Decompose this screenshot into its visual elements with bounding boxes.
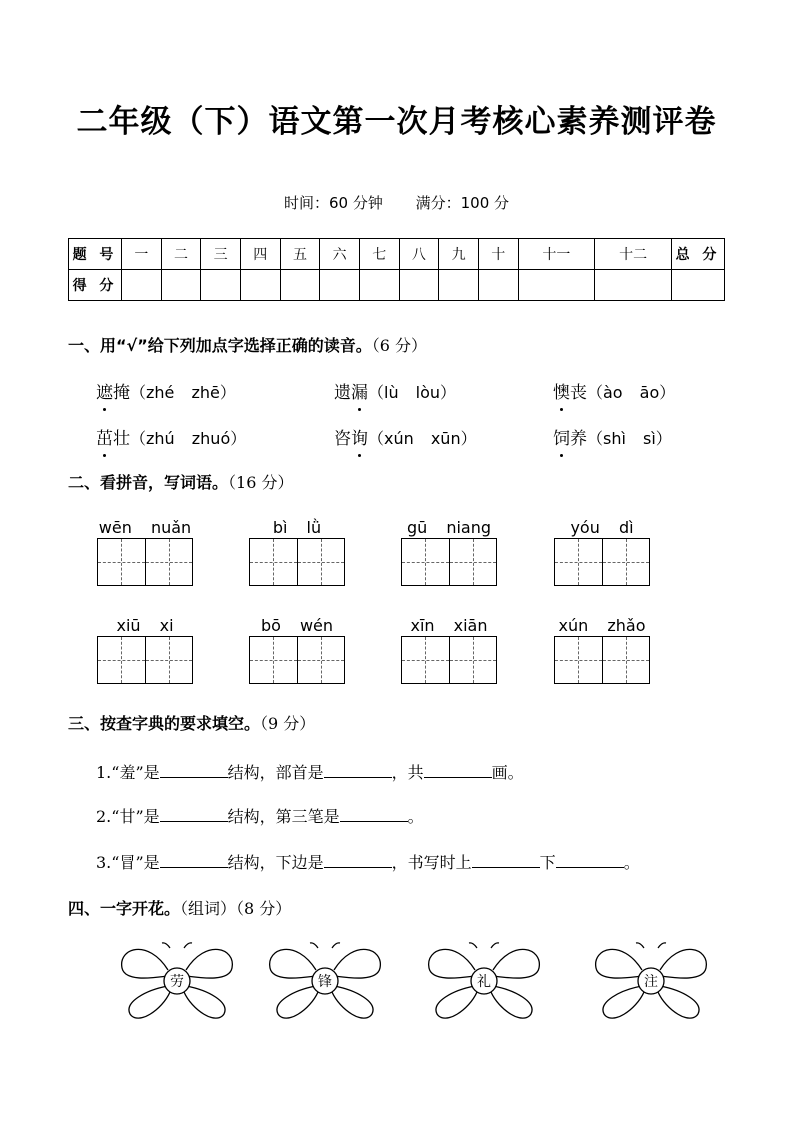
writing-grid[interactable] [97, 636, 193, 684]
section-2-title: 二、看拼音，写词语。 [68, 473, 229, 492]
fill-text: ，共 [391, 763, 424, 782]
section-3-title: 三、按查字典的要求填空。 [68, 714, 261, 733]
pinyin-options[interactable]: （shì sì） [587, 429, 672, 448]
score-header-cell: 四 [240, 239, 280, 270]
fill-line-1 [96, 760, 524, 783]
butterfly-char: 注 [644, 974, 658, 990]
fill-text: 2.“甘”是 [96, 807, 160, 826]
pronunciation-item [96, 424, 246, 449]
section-4-points: （组词）（8 分） [180, 899, 292, 918]
item-char: 丧 [570, 383, 587, 403]
dotted-char: 饲 [553, 424, 570, 449]
section-3-heading [68, 711, 315, 734]
section-4-title: 四、一字开花。 [68, 899, 181, 918]
answer-blank[interactable] [424, 763, 492, 778]
dotted-char: 询 [351, 424, 368, 449]
answer-blank[interactable] [324, 763, 392, 778]
score-header-cell: 三 [201, 239, 241, 270]
score-header-cell: 一 [122, 239, 162, 270]
pinyin-label: gū niang [406, 518, 492, 537]
section-1-title: 一、用“√”给下列加点字选择正确的读音。 [68, 336, 372, 355]
writing-grid[interactable] [249, 538, 345, 586]
pronunciation-item [334, 424, 477, 449]
score-cell[interactable] [240, 270, 280, 301]
section-3-points: （9 分） [260, 714, 316, 733]
score-header-cell: 十一 [518, 239, 595, 270]
score-cell[interactable] [122, 270, 162, 301]
time-limit: 时间：60 分钟 [283, 194, 383, 212]
section-1-heading [68, 333, 427, 356]
pinyin-label: xiū xi [116, 616, 174, 635]
score-table [68, 238, 725, 301]
fill-text: 3.“冒”是 [96, 853, 160, 872]
pronunciation-item [553, 424, 672, 449]
pinyin-writing-block [554, 616, 650, 684]
answer-blank[interactable] [340, 807, 408, 822]
writing-grid[interactable] [97, 538, 193, 586]
answer-blank[interactable] [160, 807, 228, 822]
score-cell[interactable] [201, 270, 241, 301]
butterfly-char: 礼 [477, 974, 491, 990]
fill-text: 结构，第三笔是 [227, 807, 340, 826]
fill-text: 。 [407, 807, 424, 826]
pinyin-options[interactable]: （zhú zhuó） [130, 429, 247, 448]
score-table-header-row [69, 239, 725, 270]
fill-text: 结构，部首是 [227, 763, 324, 782]
fill-text: 结构，下边是 [227, 853, 324, 872]
pinyin-options[interactable]: （lù lòu） [368, 383, 457, 402]
score-cell[interactable] [478, 270, 518, 301]
section-1-points: （6 分） [371, 336, 427, 355]
fill-text: 画。 [491, 763, 524, 782]
score-header-cell: 十二 [595, 239, 672, 270]
item-char: 咨 [334, 429, 351, 449]
pinyin-label: xún zhǎo [558, 616, 646, 635]
butterfly-flower [266, 940, 384, 1022]
butterfly-flower [118, 940, 236, 1022]
pronunciation-item [553, 378, 675, 403]
score-header-cell: 题 号 [69, 239, 122, 270]
pinyin-writing-block [97, 616, 193, 684]
pinyin-writing-block [401, 518, 497, 586]
answer-blank[interactable] [472, 853, 540, 868]
dotted-char: 茁 [96, 424, 113, 449]
score-header-cell: 五 [280, 239, 320, 270]
pinyin-writing-block [554, 518, 650, 586]
score-header-cell: 九 [439, 239, 479, 270]
score-cell[interactable] [672, 270, 725, 301]
writing-grid[interactable] [249, 636, 345, 684]
exam-meta [0, 192, 793, 213]
full-score: 满分：100 分 [415, 194, 510, 212]
fill-line-3 [96, 850, 640, 873]
dotted-char: 遮 [96, 378, 113, 403]
pinyin-label: yóu dì [570, 518, 634, 537]
score-table-score-row [69, 270, 725, 301]
item-char: 壮 [113, 429, 130, 449]
butterfly-flower [592, 940, 710, 1022]
pinyin-label: wēn nuǎn [98, 518, 192, 537]
dotted-char: 漏 [351, 378, 368, 403]
answer-blank[interactable] [160, 853, 228, 868]
score-cell[interactable] [439, 270, 479, 301]
score-header-cell: 七 [359, 239, 399, 270]
pinyin-writing-block [97, 518, 193, 586]
pronunciation-item [334, 378, 456, 403]
pinyin-label: xīn xiān [410, 616, 488, 635]
fill-text: ，书写时上 [391, 853, 472, 872]
pinyin-label: bō wén [260, 616, 334, 635]
score-cell[interactable] [399, 270, 439, 301]
pinyin-options[interactable]: （ào āo） [587, 383, 676, 402]
pinyin-writing-block [249, 518, 345, 586]
answer-blank[interactable] [324, 853, 392, 868]
score-header-cell: 总 分 [672, 239, 725, 270]
score-header-cell: 十 [478, 239, 518, 270]
section-2-heading [68, 470, 293, 493]
fill-text: 1.“羞”是 [96, 763, 160, 782]
butterfly-flower [425, 940, 543, 1022]
fill-line-2 [96, 804, 424, 827]
score-header-cell: 六 [320, 239, 360, 270]
pinyin-label: bì lǜ [272, 518, 322, 537]
pinyin-options[interactable]: （zhé zhē） [130, 383, 236, 402]
score-cell[interactable] [359, 270, 399, 301]
butterfly-char: 锋 [318, 974, 332, 990]
item-char: 遗 [334, 383, 351, 403]
answer-blank[interactable] [160, 763, 228, 778]
butterfly-char: 劳 [170, 974, 184, 990]
item-char: 养 [570, 429, 587, 449]
score-row-label: 得 分 [69, 270, 122, 301]
fill-text: 下 [539, 853, 556, 872]
score-header-cell: 八 [399, 239, 439, 270]
score-cell[interactable] [320, 270, 360, 301]
score-cell[interactable] [161, 270, 201, 301]
section-4-heading [68, 896, 291, 919]
score-cell[interactable] [280, 270, 320, 301]
writing-grid[interactable] [554, 636, 650, 684]
score-cell[interactable] [518, 270, 595, 301]
item-char: 掩 [113, 383, 130, 403]
answer-blank[interactable] [556, 853, 624, 868]
pinyin-writing-block [249, 616, 345, 684]
section-2-points: （16 分） [228, 473, 294, 492]
fill-text: 。 [623, 853, 640, 872]
dotted-char: 懊 [553, 378, 570, 403]
score-cell[interactable] [595, 270, 672, 301]
writing-grid[interactable] [401, 636, 497, 684]
writing-grid[interactable] [401, 538, 497, 586]
pinyin-options[interactable]: （xún xūn） [368, 429, 477, 448]
pronunciation-item [96, 378, 236, 403]
score-header-cell: 二 [161, 239, 201, 270]
page-title: 二年级（下）语文第一次月考核心素养测评卷 [76, 104, 717, 140]
pinyin-writing-block [401, 616, 497, 684]
writing-grid[interactable] [554, 538, 650, 586]
